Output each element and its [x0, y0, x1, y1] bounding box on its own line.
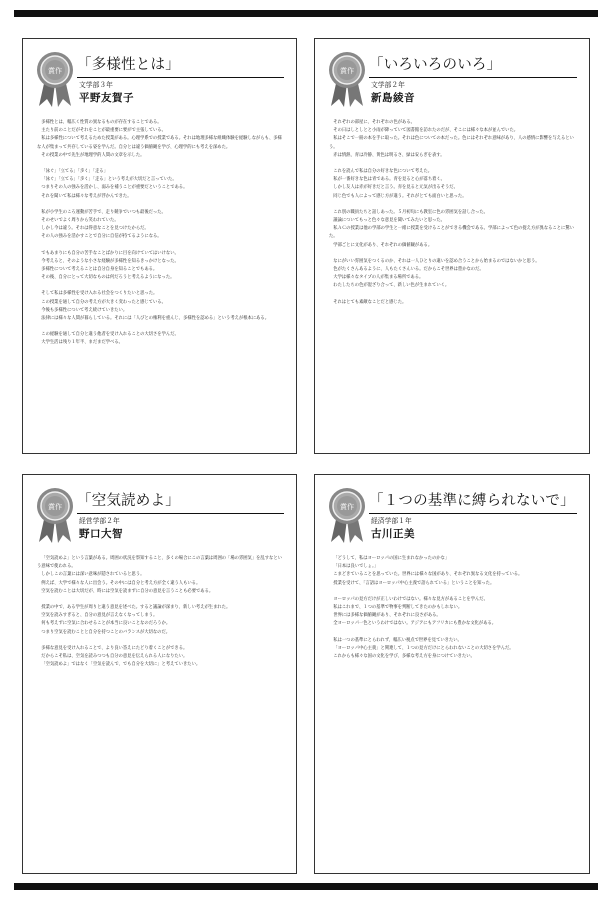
essay-paragraph: 主たり前のことだがそれをことが最重要に要がで主張している。 [41, 128, 166, 134]
essay-card [314, 474, 590, 874]
essay-paragraph: わたしたちの色が混ざり合って、新しい色が生まれていく。 [333, 283, 450, 289]
essay-paragraph: その人の強みを活かすことで自分に自信が持てるようになる。 [41, 234, 162, 240]
essay-paragraph: それを聞いて私は様々な考えが浮かんできた。 [41, 193, 132, 199]
essay-paragraph: 大学生活は残り１年半、まだまだ学べる。 [41, 340, 123, 346]
essay-paragraph: 授業を受けて、「言語はヨーロッパ中心主義で語られている」ということを知った。 [333, 580, 495, 586]
ribbon-label: 賞作 [48, 67, 62, 75]
essay-paragraph: 何も考えずに空気に合わせることが本当に良いことなのだろうか。 [41, 621, 171, 627]
essay-paragraph: 法律には様々な人間が暮らしている。それには「人びとの権利を重んじ、多様性を認める」という考えが根本にある。 [41, 316, 270, 322]
essay-card [22, 474, 297, 874]
essay-paragraph: 空気を読みすぎると、自分の意見が言えなくなってしまう。 [41, 613, 158, 619]
essay-paragraph: 学部ごとに文化があり、それぞれの価値観がある。 [333, 242, 433, 248]
essay-paragraph: 「どうして、私はヨーロッパの国に生まれなかったのかな」 [333, 556, 450, 561]
author-name: 新島綾音 [371, 92, 415, 104]
essay-body [37, 555, 284, 865]
essay-paragraph: 今考えると、そのような小さな経験が多様性を知るきっかけとなった。 [41, 258, 179, 264]
essay-paragraph: 私はこれまで、１つの基準で物事を判断してきたのかもしれない。 [333, 605, 463, 611]
essay-paragraph: だからこそ私は、空気を読みつつも自分の意見を伝えられる人になりたい。 [41, 654, 188, 660]
essay-paragraph: 私は一つの基準にとらわれず、幅広い視点で世界を見ていきたい。 [333, 637, 462, 643]
title-underline [369, 489, 577, 514]
essay-paragraph: 私は多様性について考えるためた授業がある。心理学系での授業である。それは地理多様な組織体験を経験しながらも、多様な人が集まって共存している姿を学んだ。自分とは違う価値観を学び、心理学的にも考えを深めた。 [37, 136, 282, 150]
essay-paragraph: それぞれの部屋に、それぞれの色がある。 [333, 120, 415, 125]
award-rosette-icon [327, 51, 367, 109]
author-name: 古川正美 [371, 528, 415, 540]
essay-body [37, 119, 284, 445]
essay-paragraph: しかし友人は赤が好きだと言う。赤を見ると元気が出るそうだ。 [333, 185, 458, 191]
essay-paragraph: その日はしとしとと小雨が降っていて図書館を訪れたのだが、そこには様々な本が並んでいた。 [333, 128, 519, 134]
essay-paragraph: しかしこの言葉には深い意味が隠されていると思う。 [41, 572, 145, 578]
award-rosette-icon [35, 51, 75, 109]
essay-paragraph: 「泳ぐ」「立てる」「歩く」「走る」 [41, 169, 108, 175]
essay-paragraph: そして私は多様性を受け入れる社会をつくりたいと思った。 [41, 291, 158, 297]
ribbon-label: 賞作 [48, 503, 62, 511]
essay-paragraph: 空気を読むことは大切だが、時には空気を読まずに自分の意見を言うことも必要である。 [41, 588, 214, 594]
essay-paragraph: 「空気読めよ」ではなく「空気を読んで、でも自分を大切に」と考えていきたい。 [41, 662, 201, 668]
top-rule [14, 10, 598, 17]
essay-title: 「空気読めよ」 [77, 493, 180, 509]
essay-paragraph: その授業の中で先生が地理学的人間の文章を示した。 [41, 152, 145, 158]
essay-paragraph: つまり空気を読むことと自分を持つことのバランスが大切なのだ。 [41, 629, 171, 635]
essay-body [329, 555, 577, 865]
essay-title: 「１つの基準に縛られないで」 [369, 493, 575, 509]
essay-paragraph: 私が一番好きな色は青である。青を見ると心が落ち着く。 [333, 177, 445, 183]
essay-body [329, 119, 577, 445]
essay-paragraph: この授業を通して自分の考え方が大きく変わったと感じている。 [41, 299, 166, 305]
essay-paragraph: そのせいでよく周りから笑われていた。 [41, 218, 119, 224]
essay-paragraph: 「ヨーロッパ中心主義」と関連して、１つの見方だけにとらわれないことの大切さを学んだ。 [333, 645, 514, 651]
essay-card [22, 38, 297, 454]
author-department: 経営学部２年 [79, 517, 120, 525]
title-underline [369, 53, 577, 78]
essay-paragraph: 私が小学生のころ運動が苦手で、走り競争でいつも最後だった。 [41, 209, 166, 215]
essay-paragraph: 「日本は良いでしょ。」 [333, 564, 379, 570]
essay-paragraph: 「泳ぐ」「立てる」「歩く」「走る」という考えが大切だと言っていた。 [41, 177, 177, 183]
bottom-rule [14, 883, 598, 890]
author-department: 文学部２年 [371, 81, 405, 89]
essay-paragraph: 私ＡＣの授業は他の学部の学生と一緒に授業を受けることができる機会である。学部によって色の捉え方が異なることに驚いた。 [329, 226, 574, 240]
essay-paragraph: つまりその人の強みを活かし、弱みを補うことが重要だということである。 [41, 185, 188, 191]
essay-paragraph: ヨーロッパの見方だけが正しいわけではない。様々な見方があることを学んだ。 [333, 596, 488, 602]
essay-paragraph: 私はそこで一冊の本を手に取った。それは色についての本だった。色にはそれぞれ意味があり、人の感情に影響を与えるという。 [329, 136, 574, 150]
essay-paragraph: 議論についてもっと色々な意見を聞いてみたいと思った。 [333, 218, 445, 224]
essay-paragraph: 赤は情熱、青は冷静、黄色は明るさ、緑は安らぎを表す。 [333, 152, 445, 158]
ribbon-label: 賞作 [340, 503, 354, 511]
essay-paragraph: 例えば、大学で様々な人に出会う。その中には自分と考え方が全く違う人もいる。 [41, 580, 201, 586]
essay-paragraph: 「空気読めよ」という言葉がある。周囲の状況を察知すること、多くの場合にこの言葉は周囲の「場の雰囲気」を乱すなという意味で使われる。 [37, 556, 282, 570]
essay-paragraph: それはとても素敵なことだと感じた。 [333, 299, 407, 305]
essay-paragraph: その後、自分にとって大切なものは何だろうと考えるようになった。 [41, 275, 175, 281]
title-underline [77, 489, 284, 514]
essay-paragraph: これ別の職員たちと話しあった。５月初旬にも教室に色の雰囲気を話し合った。 [333, 209, 488, 215]
essay-paragraph: 同じ色でも人によって感じ方が違う。それがとても面白いと思った。 [333, 193, 467, 199]
essay-paragraph: 今後も多様性について考え続けていきたい。 [41, 307, 128, 313]
essay-paragraph: こまどきていることを思っていた。世界には様々な国があり、それぞれ異なる文化を持っている。 [333, 572, 523, 578]
essay-paragraph: 大学は様々なタイプの人が集まる場所である。 [333, 275, 424, 281]
essay-paragraph: 色がたくさんあるように、人もたくさんいる。だからこそ世界は豊かなのだ。 [333, 267, 484, 273]
award-rosette-icon [327, 487, 367, 545]
ribbon-label: 賞作 [340, 67, 354, 75]
essay-paragraph: 多様性とは、幅広く性質の異なるものが存在することである。 [41, 120, 162, 125]
essay-paragraph: 授業の中で、ある学生が周りと違う意見を述べた。すると議論が深まり、新しい考えが生まれた。 [41, 605, 231, 611]
title-underline [77, 53, 284, 78]
award-rosette-icon [35, 487, 75, 545]
author-name: 平野友賀子 [79, 92, 134, 104]
essay-paragraph: この経験を通して自分と違う他者を受け入れることの大切さを学んだ。 [41, 332, 179, 338]
essay-paragraph: なにがいい雰囲気をつくるのか、それは一人ひとりの違いを認め合うことから始まるのではないかと思う。 [333, 258, 540, 264]
essay-paragraph: 世界には多様な価値観があり、それぞれに良さがある。 [333, 613, 441, 619]
essay-paragraph: 全ヨーロッパ一色というわけではない。アジアにもアフリカにも豊かな文化がある。 [333, 621, 497, 627]
essay-paragraph: 多様な意見を受け入れることで、より良い答えにたどり着くことができる。 [41, 645, 188, 651]
author-department: 経済学部１年 [371, 517, 412, 525]
essay-paragraph: 多様性について考えることは自分自身を知ることでもある。 [41, 267, 158, 273]
essay-paragraph: これを読んで私は自分の好きな色について考えた。 [333, 169, 433, 175]
essay-card [314, 38, 590, 454]
essay-title: 「いろいろのいろ」 [369, 57, 502, 73]
author-name: 野口大智 [79, 528, 123, 540]
essay-paragraph: これからも様々な国の文化を学び、多様な考え方を身につけていきたい。 [333, 654, 475, 660]
author-department: 文学部３年 [79, 81, 113, 89]
essay-title: 「多様性とは」 [77, 57, 180, 73]
essay-paragraph: でもあまりにも自分の苦手なことばかりに目を向けていてはいけない。 [41, 250, 179, 256]
essay-paragraph: しかし今は違う。それは得意なことを見つけたからだ。 [41, 226, 149, 232]
